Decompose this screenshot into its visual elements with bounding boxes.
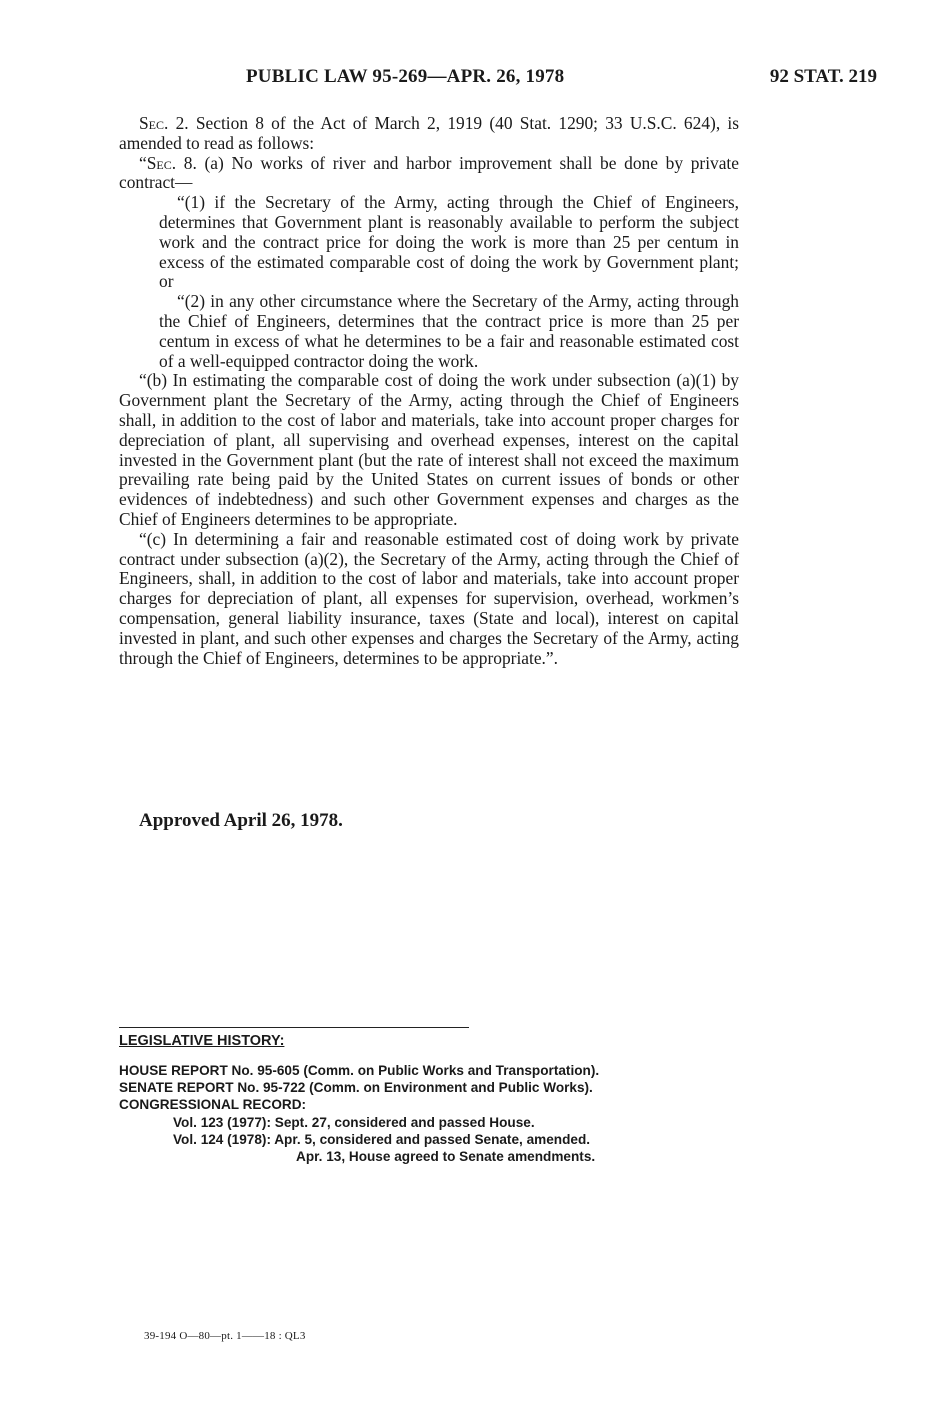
section-2-text: 2. Section 8 of the Act of March 2, 1919 (40 Stat. 1290; 33 U.S.C. 624), is amended to read as follows: [119,113,739,153]
print-code-footer: 39-194 O—80—pt. 1——18 : QL3 [144,1330,306,1342]
section-8-paragraph [119,154,739,194]
vol-123-line: Vol. 123 (1977): Sept. 27, considered and passed House. [173,1114,535,1130]
page-title: PUBLIC LAW 95-269—APR. 26, 1978 [246,66,565,87]
apr-13-line: Apr. 13, House agreed to Senate amendments. [296,1149,596,1165]
legislative-history-heading: LEGISLATIVE HISTORY: [119,1033,285,1049]
open-quote: “ [139,152,147,173]
senate-report-line: SENATE REPORT No. 95-722 (Comm. on Environment and Public Works). [119,1080,593,1096]
sec-label: Sec. [146,152,177,173]
clause-2-paragraph: “(2) in any other circumstance where the Secretary of the Army, acting through the Chief of Engineers, determines that the contract price is more than 25 per centum in excess of what he determines to be a fair and reasonable estimated cost of a well-equipped contractor doing the work. [159,291,739,371]
divider-rule [119,1027,469,1028]
subsection-c-paragraph: “(c) In determining a fair and reasonable estimated cost of doing work by private contract under subsection (a)(2), the Secretary of the Army, acting through the Chief of Engineers, shall, in addition to the cost of labor and materials, take into account proper charges for depreciation of plant, all expenses for supervision, overhead, workmen’s compensation, general liability insurance, taxes (State and local), interest on capital invested in plant, and such other expenses and charges the Secretary of the Army, acting through the Chief of Engineers, determines to be appropriate.”. [119,528,739,668]
approval-date: Approved April 26, 1978. [139,810,343,831]
stat-page-number: 92 STAT. 219 [769,66,877,87]
congressional-record-line: CONGRESSIONAL RECORD: [119,1097,307,1113]
clause-1-paragraph: “(1) if the Secretary of the Army, acting through the Chief of Engineers, determines that Government plant is reasonably available to perform the subject work and the contract price for doing the work is more than 25 per centum in excess of the estimated comparable cost of doing the work by Government plant; or [159,192,739,292]
legislative-history-list [119,1062,739,1165]
sec-label: Sec. [139,113,169,133]
section-2-paragraph [119,114,739,154]
section-8-text: 8. (a) No works of river and harbor improvement shall be done by private contract— [119,152,739,193]
body-text [119,114,739,668]
vol-124-line: Vol. 124 (1978): Apr. 5, considered and passed Senate, amended. [173,1131,591,1147]
subsection-b-paragraph: “(b) In estimating the comparable cost of doing the work under subsection (a)(1) by Government plant the Secretary of the Army, acting through the Chief of Engineers shall, in addition to the cost of labor and materials, take into account proper charges for depreciation of plant, all supervising and overhead expenses, interest on the capital invested in the Government plant (but the rate of interest shall not exceed the maximum prevailing rate being paid by the United States on current issues of bonds or other evidences of indebtedness) and such other Government expenses and charges as the Chief of Engineers determines to be appropriate. [119,370,739,529]
house-report-line: HOUSE REPORT No. 95-605 (Comm. on Public Works and Transportation). [119,1063,600,1078]
